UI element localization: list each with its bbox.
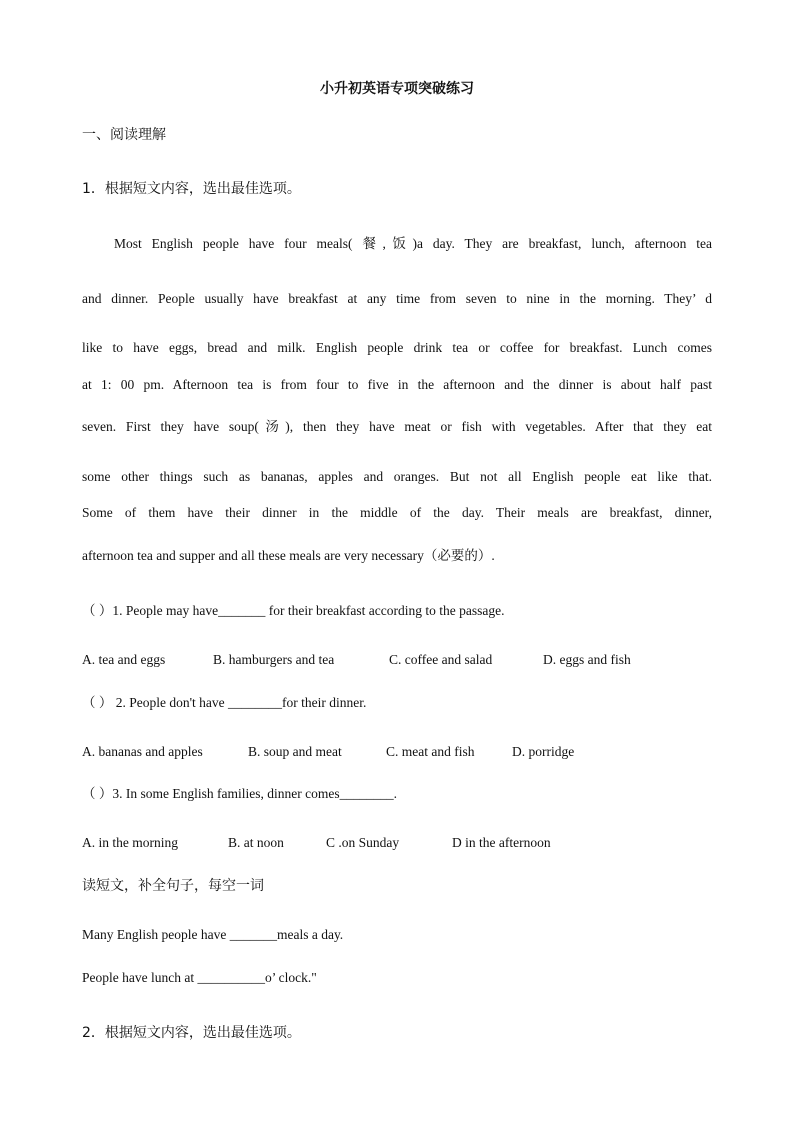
fill-in-sentence: People have lunch at __________o’ clock.": [82, 970, 317, 985]
answer-options: [82, 743, 712, 761]
option-b: B. soup and meat: [248, 744, 342, 759]
option-a: A. in the morning: [82, 835, 178, 850]
passage-line: at 1: 00 pm. Afternoon tea is from four to five in the afternoon and the dinner is about half past: [82, 377, 712, 392]
question-stem: （ ）1. People may have_______ for their breakfast according to the passage.: [82, 603, 505, 618]
passage-line: like to have eggs, bread and milk. English people drink tea or coffee for breakfast. Lunch comes: [82, 340, 712, 355]
answer-options: [82, 651, 712, 669]
option-c: C. meat and fish: [386, 744, 475, 759]
question-1-heading: 1．根据短文内容，选出最佳选项。: [82, 181, 301, 197]
option-d: D. porridge: [512, 744, 575, 759]
fill-in-sentence: Many English people have _______meals a day.: [82, 927, 344, 942]
passage-line: and dinner. People usually have breakfast at any time from seven to nine in the morning. They’ d: [82, 291, 712, 306]
option-d: D in the afternoon: [452, 835, 551, 850]
passage-line: afternoon tea and supper and all these meals are very necessary（必要的）.: [82, 548, 495, 563]
passage-line: Some of them have their dinner in the middle of the day. Their meals are breakfast, dinner,: [82, 505, 712, 520]
passage-line: some other things such as bananas, apples and oranges. But not all English people eat like that.: [82, 469, 712, 484]
passage-line: Most English people have four meals( 餐,饭)a day. They are breakfast, lunch, afternoon tea: [114, 236, 712, 251]
section-heading: 一、阅读理解: [82, 127, 166, 143]
question-stem: （ ） 2. People don't have ________for their dinner.: [82, 695, 367, 710]
answer-options: [82, 834, 712, 852]
question-2-heading: 2．根据短文内容，选出最佳选项。: [82, 1025, 301, 1041]
option-a: A. bananas and apples: [82, 744, 203, 759]
option-c: C .on Sunday: [326, 835, 400, 850]
document-title: 小升初英语专项突破练习: [320, 81, 474, 97]
fill-in-heading: 读短文，补全句子，每空一词: [82, 878, 264, 894]
option-b: B. hamburgers and tea: [213, 652, 335, 667]
option-d: D. eggs and fish: [543, 652, 631, 667]
passage-line: seven. First they have soup(汤), then they have meat or fish with vegetables. After that they eat: [82, 419, 712, 434]
option-c: C. coffee and salad: [389, 652, 493, 667]
option-b: B. at noon: [228, 835, 284, 850]
question-stem: （ ）3. In some English families, dinner comes________.: [82, 786, 397, 801]
option-a: A. tea and eggs: [82, 652, 166, 667]
